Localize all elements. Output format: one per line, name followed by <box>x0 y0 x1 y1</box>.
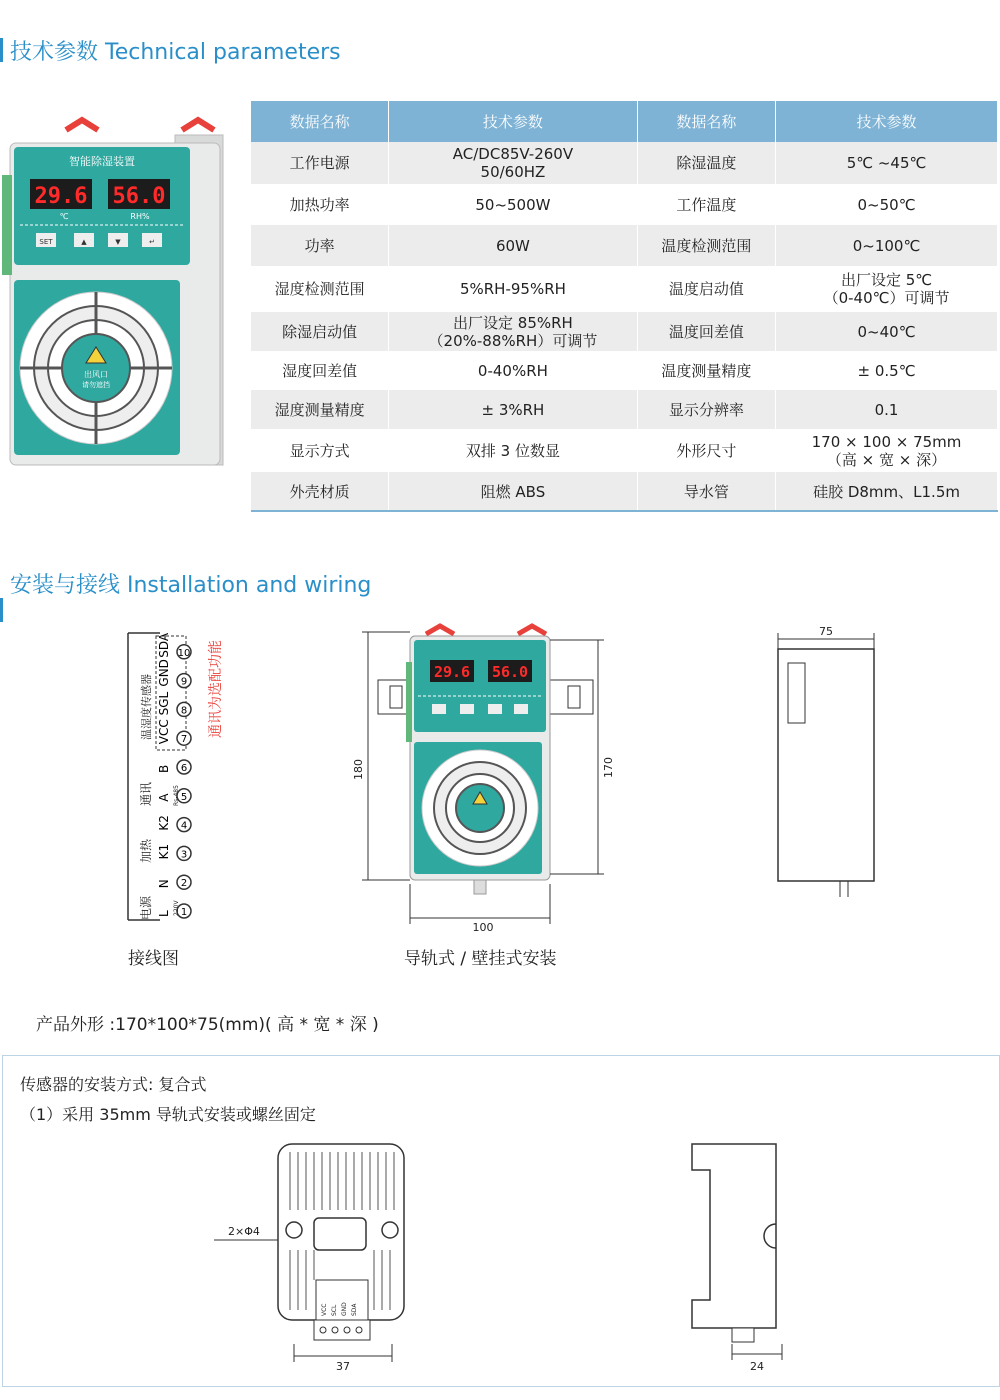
optional-note: 通讯为选配功能 <box>208 640 224 738</box>
temp-unit: ℃ <box>59 212 69 221</box>
table-cell: AC/DC85V-260V 50/60HZ <box>389 142 637 184</box>
hum-unit: RH% <box>130 212 150 221</box>
sensor-heading: 传感器的安装方式: 复合式 <box>20 1075 207 1094</box>
table-cell: 除湿启动值 <box>251 312 389 351</box>
sensor-dim-rail: 24 <box>750 1360 764 1373</box>
terminal-number: 9 <box>180 676 188 688</box>
mounting-drawing <box>350 622 620 940</box>
wiring-diagram <box>120 628 230 928</box>
terminal-label: A <box>157 793 171 802</box>
hum-display: 56.0 <box>112 184 166 209</box>
terminal-number: 3 <box>180 849 188 861</box>
table-cell: 50~500W <box>389 184 637 225</box>
table-cell: 阻燃 ABS <box>389 472 637 511</box>
section-accent-bar <box>0 598 3 622</box>
terminal-number: 2 <box>180 878 188 890</box>
rs485-label: Rs-485 <box>173 785 180 806</box>
table-cell: ± 3%RH <box>389 390 637 429</box>
terminal-number: 7 <box>180 734 188 746</box>
mount-temp-display: 29.6 <box>433 663 471 681</box>
pin-label: SCL <box>331 1304 338 1316</box>
table-cell: 60W <box>389 225 637 266</box>
terminal-number: 5 <box>180 791 188 803</box>
side-view-drawing <box>770 625 890 905</box>
table-row <box>251 429 998 472</box>
group-heat-label: 加热 <box>139 838 153 863</box>
terminal-label: L <box>157 910 171 917</box>
table-cell: 外壳材质 <box>251 472 389 511</box>
header-cell: 技术参数 <box>389 101 637 142</box>
sensor-method: （1）采用 35mm 导轨式安装或螺丝固定 <box>20 1105 316 1124</box>
hole-label: 2×Φ4 <box>228 1225 260 1238</box>
pin-label: SDA <box>351 1303 358 1316</box>
terminal-label: K2 <box>157 815 171 831</box>
device-photo <box>0 115 245 475</box>
terminal-number: 1 <box>180 907 188 918</box>
terminal-label: VCC <box>157 719 171 745</box>
table-row <box>251 184 998 225</box>
table-bottom-rule <box>251 510 998 512</box>
terminal-number: 10 <box>177 647 191 659</box>
table-cell: 温度回差值 <box>637 312 775 351</box>
table-cell: 0-40%RH <box>389 351 637 390</box>
temp-display: 29.6 <box>34 184 88 209</box>
section-title-technical: 技术参数 Technical parameters <box>10 40 341 65</box>
table-row <box>251 351 998 390</box>
table-cell: 外形尺寸 <box>637 429 775 472</box>
table-row <box>251 312 998 351</box>
table-cell: 湿度测量精度 <box>251 390 389 429</box>
table-row <box>251 390 998 429</box>
table-cell: 除湿温度 <box>637 142 775 184</box>
header-cell: 数据名称 <box>251 101 389 142</box>
product-shape-line: 产品外形 :170*100*75(mm)( 高 * 宽 * 深 ) <box>36 1015 379 1035</box>
table-row <box>251 142 998 184</box>
table-cell: 0~100℃ <box>776 225 998 266</box>
pin-label: GND <box>341 1302 348 1316</box>
fan-label-1: 出风口 <box>84 370 108 379</box>
pin-label: VCC <box>321 1303 328 1316</box>
table-cell: 加热功率 <box>251 184 389 225</box>
table-row <box>251 472 998 511</box>
wiring-caption: 接线图 <box>128 949 179 969</box>
table-cell: 0~40℃ <box>776 312 998 351</box>
table-cell: 功率 <box>251 225 389 266</box>
terminal-label: SGL <box>157 691 171 716</box>
table-cell: 0~50℃ <box>776 184 998 225</box>
terminal-label: B <box>157 764 171 773</box>
mount-caption: 导轨式 / 壁挂式安装 <box>404 949 557 969</box>
table-cell: 出厂设定 5℃ （0-40℃）可调节 <box>776 266 998 312</box>
sensor-group-label: 温湿度传感器 <box>140 674 153 740</box>
svg-text:▲: ▲ <box>81 238 87 246</box>
terminal-number: 8 <box>180 705 188 717</box>
svg-text:▼: ▼ <box>115 238 121 246</box>
header-cell: 数据名称 <box>637 101 775 142</box>
table-row <box>251 266 998 312</box>
section-accent-bar <box>0 38 3 62</box>
table-cell: 显示方式 <box>251 429 389 472</box>
terminal-label: GND <box>157 659 171 687</box>
table-cell: 显示分辨率 <box>637 390 775 429</box>
table-cell: 双排 3 位数显 <box>389 429 637 472</box>
table-cell: 工作电源 <box>251 142 389 184</box>
table-cell: 硅胶 D8mm、L1.5m <box>776 472 998 511</box>
table-cell: 温度测量精度 <box>637 351 775 390</box>
voltage-label: 220V <box>173 900 180 916</box>
table-cell: 0.1 <box>776 390 998 429</box>
terminal-label: SDA <box>157 632 171 658</box>
terminal-number: 4 <box>180 820 188 832</box>
table-cell: 温度启动值 <box>637 266 775 312</box>
sensor-rail-drawing <box>680 1140 810 1375</box>
dim-height-outer: 180 <box>352 759 365 780</box>
terminal-number: 6 <box>180 763 188 774</box>
fan-label-2: 请勿遮挡 <box>82 381 110 389</box>
terminal-label: K1 <box>157 843 171 860</box>
table-cell: 导水管 <box>637 472 775 511</box>
device-title: 智能除湿装置 <box>69 155 135 168</box>
dim-height-inner: 170 <box>602 757 615 778</box>
table-cell: 温度检测范围 <box>637 225 775 266</box>
table-cell: ± 0.5℃ <box>776 351 998 390</box>
header-cell: 技术参数 <box>776 101 998 142</box>
table-cell: 5%RH-95%RH <box>389 266 637 312</box>
table-cell: 湿度检测范围 <box>251 266 389 312</box>
mount-hum-display: 56.0 <box>491 663 529 681</box>
table-row <box>251 225 998 266</box>
section-title-installation: 安装与接线 Installation and wiring <box>10 573 372 598</box>
sensor-front-drawing <box>210 1140 410 1375</box>
table-cell: 出厂设定 85%RH （20%-88%RH）可调节 <box>389 312 637 351</box>
table-cell: 工作温度 <box>637 184 775 225</box>
table-header-row <box>251 101 998 142</box>
table-cell: 5℃ ~45℃ <box>776 142 998 184</box>
group-comm-label: 通讯 <box>139 781 153 806</box>
dim-depth: 75 <box>819 625 833 638</box>
svg-text:SET: SET <box>39 238 53 246</box>
parameters-table <box>251 101 998 511</box>
terminal-label: N <box>157 879 171 889</box>
table-cell: 湿度回差值 <box>251 351 389 390</box>
dim-width: 100 <box>472 921 494 934</box>
group-power-label: 电源 <box>139 895 153 920</box>
svg-text:↵: ↵ <box>149 238 155 246</box>
table-cell: 170 × 100 × 75mm （高 × 宽 × 深） <box>776 429 998 472</box>
sensor-dim-width: 37 <box>336 1360 350 1373</box>
